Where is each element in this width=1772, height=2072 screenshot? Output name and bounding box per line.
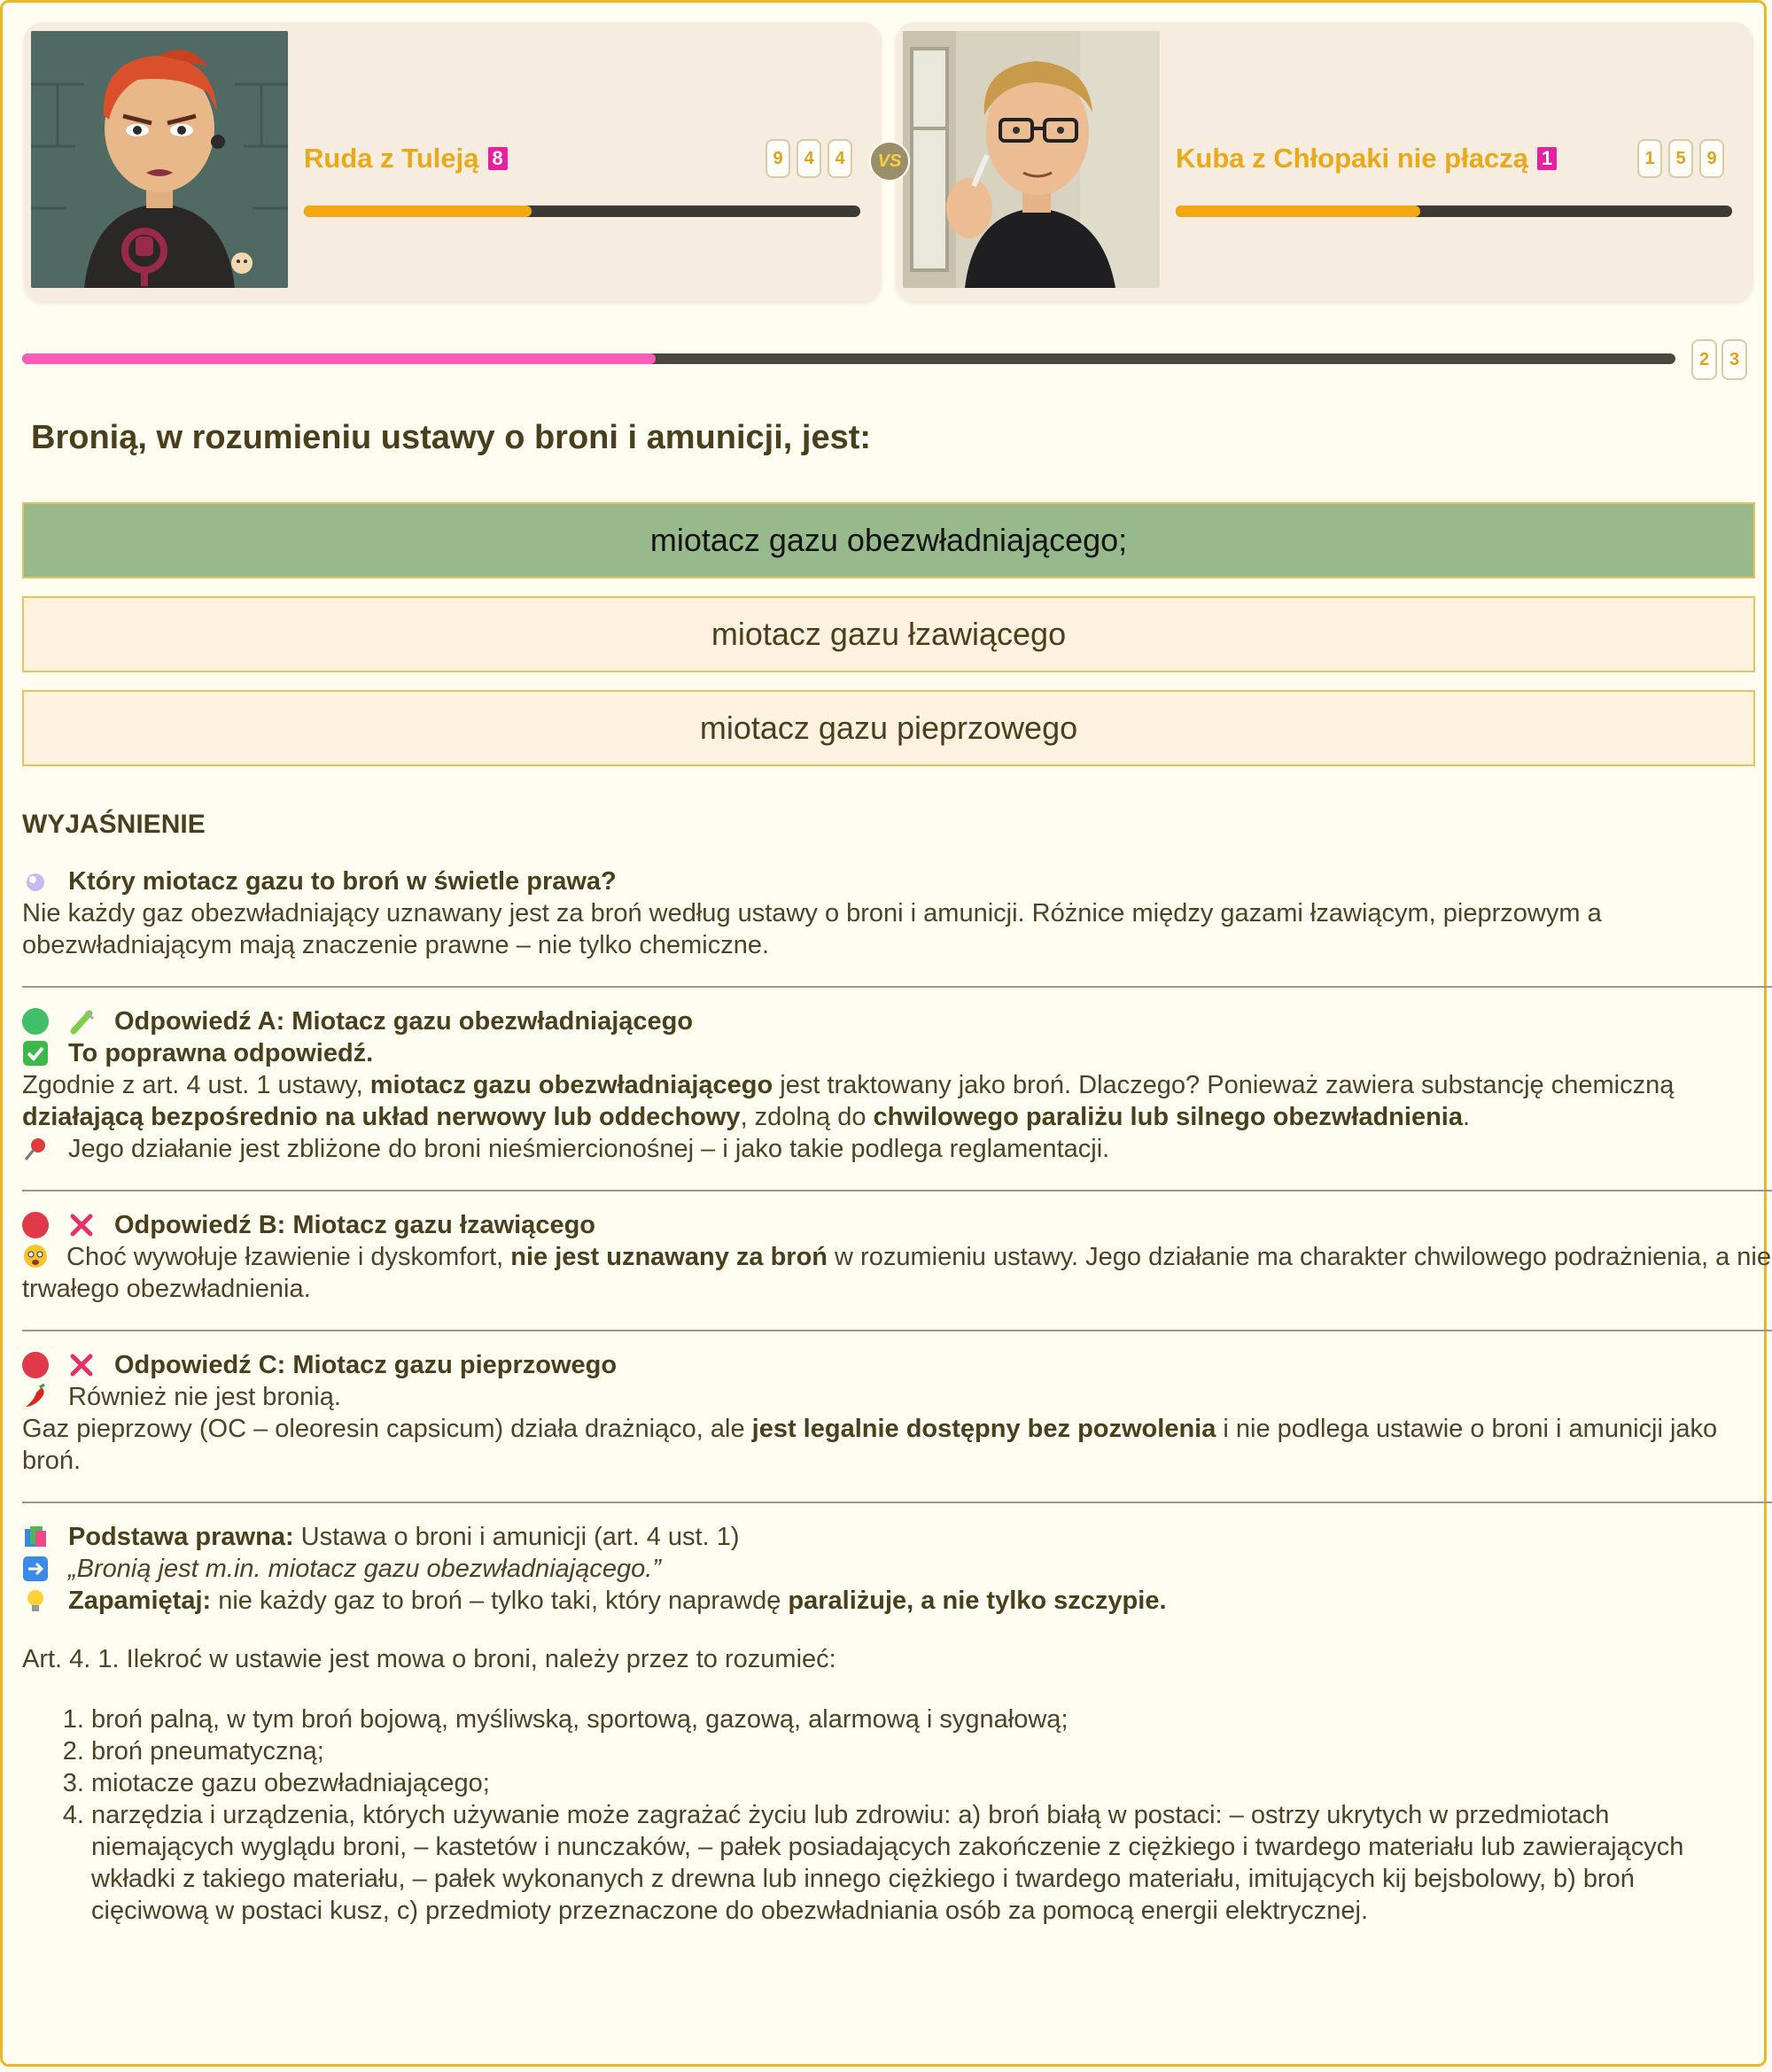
score-digit: 4 [797,139,821,178]
list-item: 4. narzędzia i urządzenia, których używanie może zagrażać życiu lub zdrowiu: a) broń białą w postaci: – ostrzy ukrytych w przedmiotach niemających wyglądu broni, – kastetów i nunczaków, – pałek posiadających zakończenie z ciężkiego i twardego materiału lub zawierających wkładki z takiego materiału, – pałek wykonanych z drewna lub innego ciężkiego i twardego materiału, imitujących kij bejsbolowy, b) broń cięciwową w postaci kusz, c) przedmioty przeznaczone do obezwładniania osób za pomocą energii elektrycznej. [91,1799,1772,1927]
answer-option-b[interactable]: miotacz gazu łzawiącego [22,596,1755,672]
score-digit: 4 [828,139,852,178]
text-span: nie każdy gaz to broń – tylko taki, który naprawdę [211,1587,789,1615]
player-progress-fill-left [304,206,532,217]
cross-mark-icon [68,1352,95,1378]
player-progress-fill-right [1176,206,1420,217]
text-span: . [1463,1103,1471,1131]
text-span: Gaz pieprzowy (OC – oleoresin capsicum) działa drażniąco, ale [22,1415,752,1443]
check-mark-icon [22,1040,49,1067]
score-digit: 9 [1699,139,1724,178]
explanation-answer-b [22,1191,1772,1330]
text-span: w rozumieniu ustawy. Jego działanie ma charakter chwilowego podrażnienia, a nie trwałego obezwładnienia. [22,1243,1771,1303]
question-counter-digit: 2 [1691,339,1717,380]
list-item: 3. miotacze gazu obezwładniającego; [91,1767,1772,1799]
red-circle-icon [22,1212,49,1238]
sparkle-orb-icon [22,868,49,895]
question-text: Bronią, w rozumieniu ustawy o broni i amunicji, jest: [31,419,872,456]
bold-span: nie jest uznawany za broń [510,1243,828,1271]
question-progress-bar [22,353,1675,364]
books-icon [22,1524,49,1550]
light-bulb-icon [22,1587,49,1614]
basis-quote: „Bronią jest m.in. miotacz gazu obezwładniającego.” [68,1555,661,1583]
score-digits-right [1637,139,1724,178]
player-card-right [896,22,1753,302]
text-span: Zgodnie z art. 4 ust. 1 ustawy, [22,1071,370,1099]
text-span: Choć wywołuje łzawienie i dyskomfort, [66,1243,511,1271]
player-progress-left [304,206,860,217]
avatar-left [31,31,288,288]
player-card-left [24,22,882,302]
answer-a-title: Odpowiedź A: Miotacz gazu obezwładniającego [114,1007,694,1036]
player-name-left [304,143,508,175]
list-item: 1. broń palną, w tym broń bojową, myśliwską, sportową, gazową, alarmową i sygnałową; [91,1703,1772,1735]
answer-a-note: Jego działanie jest zbliżone do broni nieśmiercionośnej – i jako takie podlega reglamentacji. [68,1135,1110,1163]
bold-span: jest legalnie dostępny bez pozwolenia [751,1415,1216,1443]
player-badge-left: 8 [488,147,508,170]
explanation-answer-c [22,1331,1772,1502]
chili-pepper-icon [22,1384,49,1410]
player-name-text: Kuba z Chłopaki nie płaczą [1176,143,1528,174]
score-digit: 5 [1668,139,1693,178]
bold-span: Podstawa prawna: [68,1523,294,1551]
answer-c-title: Odpowiedź C: Miotacz gazu pieprzowego [114,1351,618,1379]
question-counter [1691,339,1747,380]
score-digits-left [766,139,852,178]
explanation-basis [22,1503,1772,1631]
basis-line [68,1521,739,1553]
right-arrow-icon [22,1556,49,1582]
list-item: 2. broń pneumatyczną; [91,1735,1772,1767]
player-name-text: Ruda z Tuleją [304,143,479,174]
text-span: Ustawa o broni i amunicji (art. 4 ust. 1) [293,1523,740,1551]
cross-mark-icon [68,1212,95,1238]
vs-badge: VS [869,141,910,182]
article-intro: Art. 4. 1. Ilekroć w ustawie jest mowa o broni, należy przez to rozumieć: [22,1645,836,1673]
bold-span: miotacz gazu obezwładniającego [369,1071,773,1099]
answer-a-text [22,1069,1772,1133]
explanation-panel [22,800,1772,1927]
score-digit: 1 [1637,139,1662,178]
player-badge-right: 1 [1537,147,1557,170]
player-name-right [1176,143,1557,175]
text-span: , zdolną do [740,1103,874,1131]
text-span: jest traktowany jako broń. Dlaczego? Ponieważ zawiera substancję chemiczną [773,1071,1675,1099]
crying-face-icon [22,1243,49,1269]
text-span: i nie podlega ustawie o broni i amunicji jako broń. [22,1415,1718,1475]
bold-span: chwilowego paraliżu lub silnego obezwładnienia [873,1103,1463,1131]
intro-text: Nie każdy gaz obezwładniający uznawany jest za broń według ustawy o broni i amunicji. Różnice między gazami łzawiącym, pieprzowym a obezwładniającym mają znaczenie prawne – nie tylko chemiczne. [22,899,1602,959]
green-circle-icon [22,1008,49,1035]
player-progress-right [1176,206,1732,217]
explanation-answer-a [22,988,1772,1190]
answer-option-a[interactable]: miotacz gazu obezwładniającego; [22,502,1755,578]
answer-option-c[interactable]: miotacz gazu pieprzowego [22,690,1755,766]
answer-a-status: To poprawna odpowiedź. [68,1039,374,1067]
answer-c-line1: Również nie jest bronią. [68,1383,341,1411]
explanation-header: WYJAŚNIENIE [22,810,206,839]
article-list [22,1703,1772,1927]
question-progress-fill [22,353,656,364]
avatar-right [903,31,1160,288]
remember-line [68,1585,1167,1617]
bold-span: Zapamiętaj: [68,1587,212,1615]
bold-span: paraliżuje, a nie tylko szczypie. [788,1587,1167,1615]
bold-span: działającą bezpośrednio na układ nerwowy lub oddechowy [22,1103,741,1131]
answer-b-title: Odpowiedź B: Miotacz gazu łzawiącego [114,1211,595,1239]
red-circle-icon [22,1352,49,1378]
answer-c-text [22,1413,1772,1477]
score-digit: 9 [766,139,790,178]
pushpin-icon [22,1136,49,1162]
intro-title: Który miotacz gazu to broń w świetle prawa? [68,867,617,896]
answer-b-text [22,1241,1772,1305]
question-counter-digit: 3 [1721,339,1747,380]
test-tube-icon [68,1008,95,1035]
explanation-intro [22,865,1772,986]
